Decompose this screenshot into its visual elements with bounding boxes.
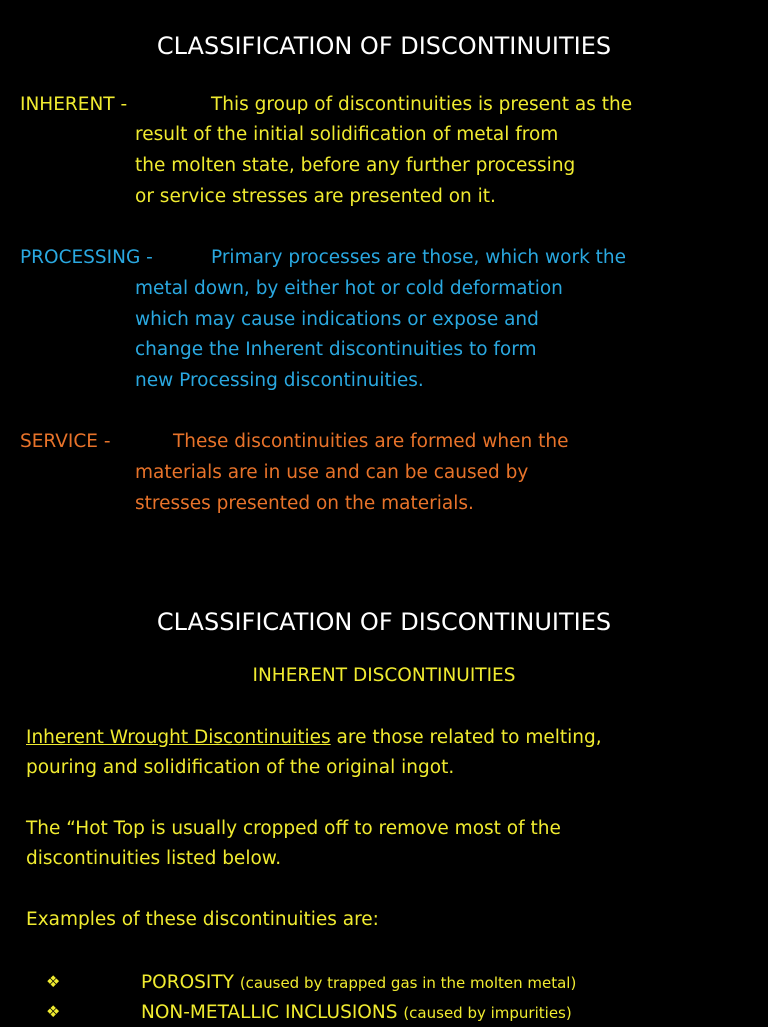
processing-label: PROCESSING - [20,247,153,268]
bullet-note: (caused by trapped gas in the molten metal) [239,974,577,992]
slide-title: CLASSIFICATION OF DISCONTINUITIES [156,32,612,60]
processing-text-line: Primary processes are those, which work the [211,247,627,268]
bullet-term: POROSITY [141,972,234,993]
service-text-line: materials are in use and can be caused by [135,462,529,483]
processing-text-line: metal down, by either hot or cold deformation [135,278,563,299]
processing-text-line: new Processing discontinuities. [135,370,424,391]
inherent-text-line: result of the initial solidification of metal from [135,124,559,145]
processing-text-line: which may cause indications or expose and [135,309,539,330]
processing-text-line: change the Inherent discontinuities to form [135,339,537,360]
inherent-wrought-term: Inherent Wrought Discontinuities [26,727,331,748]
inherent-text-line: This group of discontinuities is present as the [211,94,633,115]
inherent-text-line: the molten state, before any further processing [135,155,576,176]
paragraph-wrought-line-1 [26,723,602,753]
bullet-term: NON-METALLIC INCLUSIONS [141,1002,398,1023]
paragraph-hot-top-line-1: The “Hot Top is usually cropped off to remove most of the [26,818,561,839]
list-item [141,999,572,1027]
service-label: SERVICE - [20,431,111,452]
paragraph-text: are those related to melting, [330,727,602,748]
paragraph-examples-intro: Examples of these discontinuities are: [26,909,379,930]
service-text-line: stresses presented on the materials. [135,493,474,514]
list-item [141,969,576,997]
bullet-diamond-icon: ❖ [46,972,61,991]
inherent-text-line: or service stresses are presented on it. [135,186,496,207]
bullet-note: (caused by impurities) [403,1004,572,1022]
slide-title: CLASSIFICATION OF DISCONTINUITIES [156,608,612,636]
slide-subtitle: INHERENT DISCONTINUITIES [252,665,516,686]
service-text-line: These discontinuities are formed when the [173,431,569,452]
slide-inherent-discontinuities [0,590,768,1024]
inherent-label: INHERENT - [20,94,128,115]
bullet-diamond-icon: ❖ [46,1002,61,1021]
paragraph-wrought-line-2: pouring and solidification of the original ingot. [26,757,455,778]
paragraph-hot-top-line-2: discontinuities listed below. [26,848,282,869]
